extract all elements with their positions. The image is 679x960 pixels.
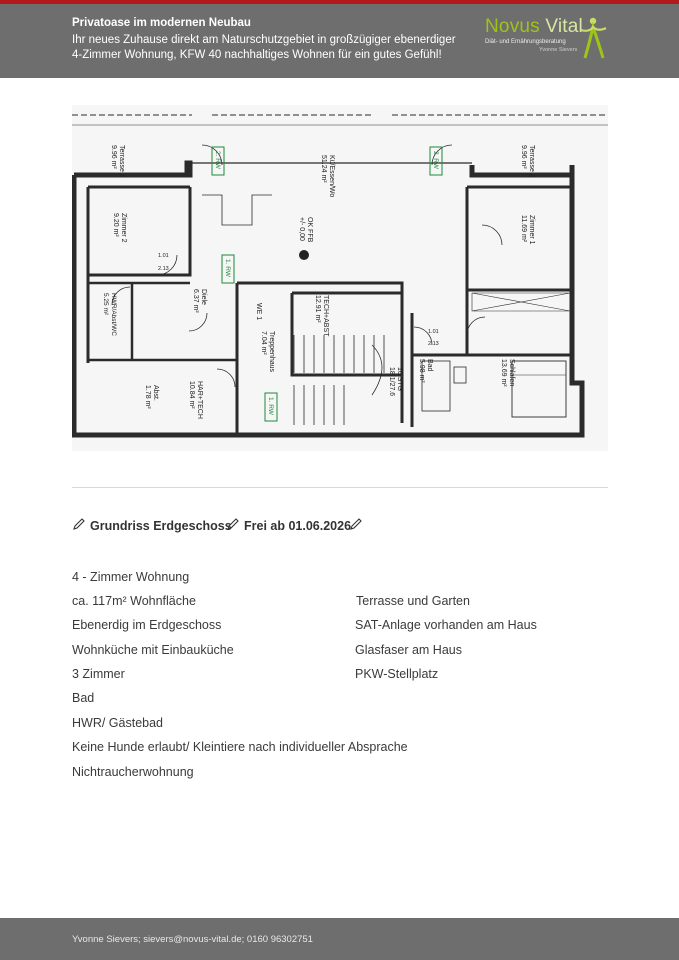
room-label: Kü/Essen/Wo	[328, 155, 335, 198]
door-height-tag: 2.13	[428, 341, 439, 347]
level-label: OK FFB	[306, 217, 313, 243]
feature-item: 3 Zimmer	[72, 667, 125, 681]
level-marker-icon	[299, 250, 309, 260]
logo-word-novus: Novus	[485, 16, 540, 37]
header-subtitle-line-1: Ihr neues Zuhause direkt am Naturschutzgebiet in großzügiger ebenerdiger	[72, 34, 456, 46]
room-area: 9.20 m²	[112, 213, 119, 237]
feature-item: Wohnküche mit Einbauküche	[72, 643, 234, 657]
logo-wordmark	[485, 16, 583, 38]
feature-item: PKW-Stellplatz	[355, 667, 439, 681]
pencil-icon	[349, 517, 363, 531]
room-label: HAR+TECH	[196, 381, 203, 419]
room-label: WE 1	[255, 303, 262, 321]
level-value: +/- 0,00	[298, 217, 305, 241]
door-width-tag: 1.01	[428, 329, 439, 335]
room-label: Terrasse 1	[118, 145, 125, 178]
exit-label: 2. RW	[214, 151, 221, 169]
room-area: 1.78 m²	[144, 385, 151, 409]
room-label: Zimmer 1	[528, 215, 535, 245]
room-area: 18.1/27.6	[388, 367, 395, 397]
room-area: 10.84 m²	[188, 381, 195, 409]
brand-logo	[483, 16, 613, 64]
footer-contact: Yvonne Sievers; sievers@novus-vital.de; 0160 96302751	[72, 934, 313, 945]
room-area: 12.91 m²	[314, 295, 321, 323]
logo-figure-icon	[579, 16, 607, 60]
feature-item: Ebenerdig im Erdgeschoss	[72, 618, 222, 632]
feature-item: SAT-Anlage vorhanden am Haus	[355, 618, 537, 632]
feature-item: Keine Hunde erlaubt/ Kleintiere nach individueller Absprache	[72, 740, 408, 754]
room-label: Schlafen	[508, 359, 515, 387]
exit-label: 2. RW	[432, 151, 439, 169]
room-label: TECH+ABST	[322, 295, 329, 337]
room-area: 6.37 m²	[192, 289, 199, 313]
section-divider	[72, 487, 608, 488]
footer-bar	[0, 918, 679, 960]
room-area: 13.69 m²	[500, 359, 507, 387]
pencil-icon	[72, 517, 86, 531]
subheading-floorplan: Grundriss Erdgeschoss	[90, 519, 232, 533]
room-label: Bad	[426, 359, 433, 372]
logo-tagline: Diät- und Ernährungsberatung	[485, 39, 566, 45]
exit-label: 1. RW	[224, 259, 231, 277]
header-bar	[0, 4, 679, 78]
room-label: Diele	[200, 289, 207, 305]
feature-item: HWR/ Gästebad	[72, 716, 164, 730]
room-label: Zimmer 2	[120, 213, 127, 243]
room-label: 16 STG	[396, 367, 403, 392]
feature-item: Nichtraucherwohnung	[72, 765, 194, 779]
door-height-tag: 2.13	[158, 266, 169, 272]
header-subtitle-line-2: 4-Zimmer Wohnung, KFW 40 nachhaltiges Wohnen für ein gutes Gefühl!	[72, 49, 442, 61]
logo-owner: Yvonne Sievers	[539, 47, 578, 53]
feature-item: Glasfaser am Haus	[355, 643, 462, 657]
feature-item: Bad	[72, 691, 95, 705]
door-width-tag: 1.01	[158, 253, 169, 259]
exit-label: 1. RW	[267, 397, 274, 415]
feature-item: Terrasse und Garten	[356, 594, 470, 608]
room-area: 9.96 m²	[110, 145, 117, 169]
feature-item: 4 - Zimmer Wohnung	[72, 570, 190, 584]
room-label: Treppenhaus	[268, 331, 275, 372]
pencil-icon	[226, 517, 240, 531]
room-area: 5.98 m²	[418, 359, 425, 383]
header-title: Privatoase im modernen Neubau	[72, 17, 251, 29]
room-area: 9.96 m²	[520, 145, 527, 169]
room-label: Abst.	[152, 385, 159, 401]
logo-word-vital: Vital	[545, 16, 583, 37]
floor-plan	[72, 105, 608, 451]
room-label: Terrasse 2	[528, 145, 535, 178]
subheading-availability: Frei ab 01.06.2026	[244, 519, 352, 533]
feature-item: ca. 117m² Wohnfläche	[72, 594, 196, 608]
room-area: 5.25 m²	[102, 293, 109, 316]
room-area: 11.69 m²	[520, 215, 527, 243]
room-area: 51.24 m²	[320, 155, 327, 183]
room-area: 7.04 m²	[260, 331, 267, 355]
room-label: HWR/Abst/WC	[110, 293, 117, 336]
